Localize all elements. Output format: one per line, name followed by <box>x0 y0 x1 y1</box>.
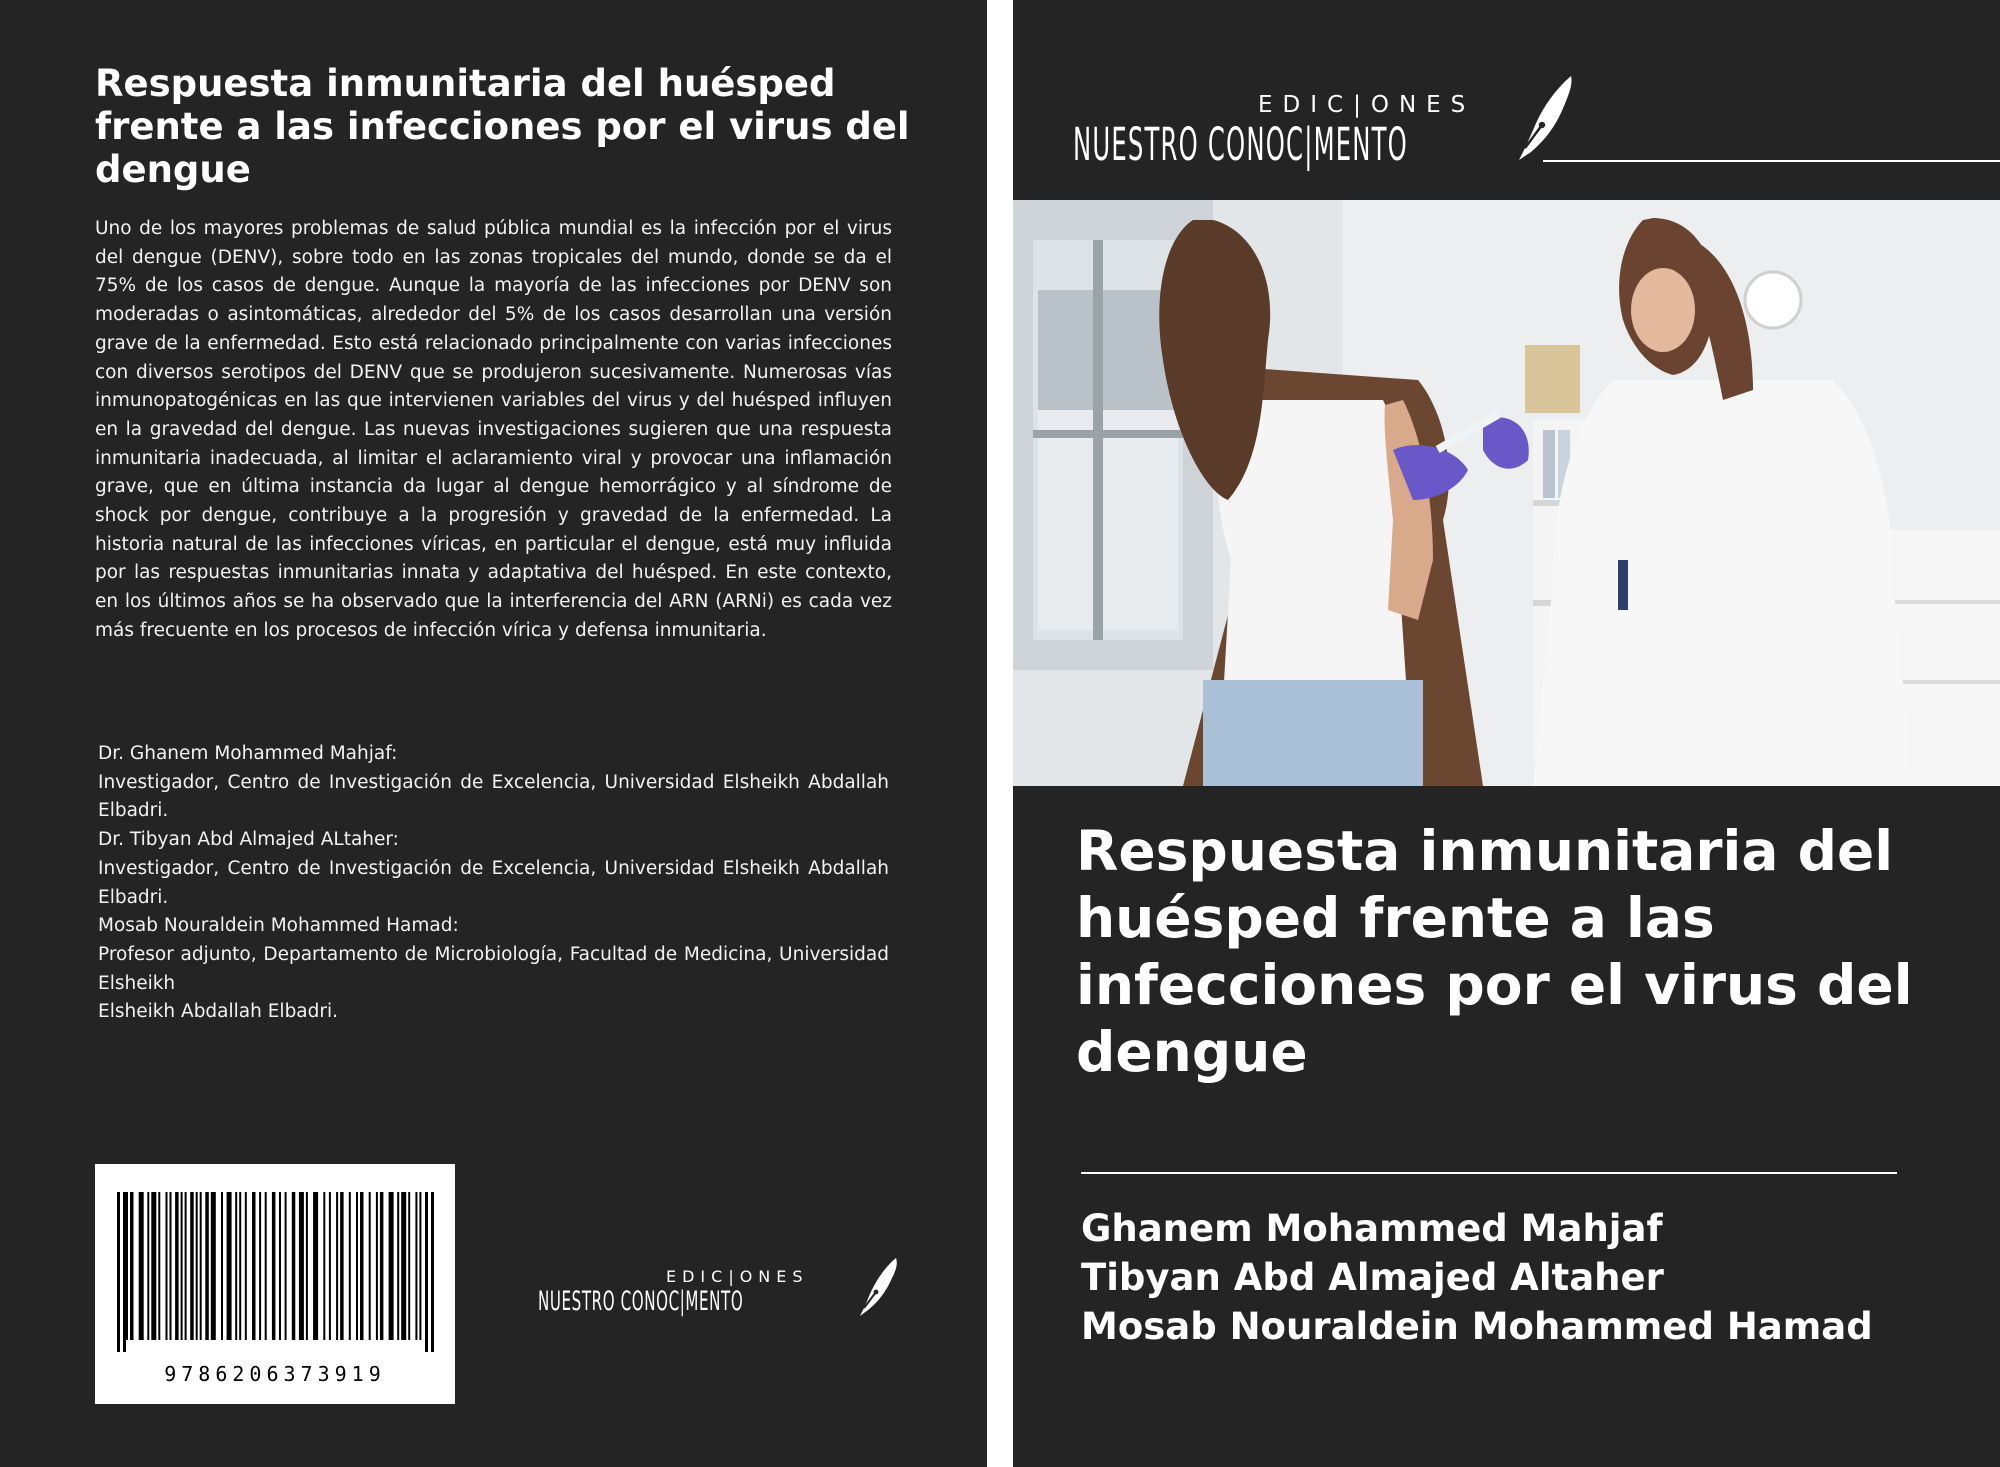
barcode-bar <box>130 1192 134 1340</box>
barcode-bar <box>235 1192 237 1340</box>
barcode-bar <box>245 1192 247 1340</box>
back-cover <box>0 0 987 1467</box>
front-cover-authors <box>1081 1204 1981 1351</box>
barcode-bar <box>360 1192 364 1340</box>
pen-nib-icon <box>856 1256 900 1318</box>
logo-rule <box>1543 160 2000 162</box>
barcode-bar <box>336 1192 338 1340</box>
publisher-logo-small <box>538 1256 908 1320</box>
barcode-bar <box>401 1192 406 1340</box>
barcode-bar <box>158 1192 160 1340</box>
barcode-bar <box>170 1192 172 1340</box>
cover-photo <box>1013 200 2000 786</box>
front-cover <box>1013 0 2000 1467</box>
barcode-guard-bar <box>425 1192 428 1352</box>
barcode-bar <box>139 1192 144 1340</box>
barcode-bar <box>181 1192 183 1340</box>
author-name: Tibyan Abd Almajed Altaher <box>1081 1256 1664 1299</box>
barcode-bar <box>369 1192 371 1340</box>
publisher-logo <box>1073 72 2000 172</box>
barcode-bar <box>175 1192 179 1340</box>
barcode-bar <box>265 1192 267 1340</box>
barcode-bar <box>205 1192 209 1340</box>
publisher-line1: EDIC|ONES <box>1258 92 1476 118</box>
barcode-bar <box>190 1192 194 1340</box>
barcode-bar <box>356 1192 358 1340</box>
barcode-bar <box>211 1192 216 1340</box>
publisher-line1: EDIC|ONES <box>666 1267 809 1286</box>
barcode-bar <box>185 1192 187 1340</box>
barcode-bar <box>419 1192 421 1340</box>
author-line: Dr. Ghanem Mohammed Mahjaf: <box>98 743 398 764</box>
author-line: Elsheikh Abdallah Elbadri. <box>98 1001 339 1023</box>
barcode-bar <box>272 1192 276 1340</box>
title-divider <box>1081 1172 1897 1174</box>
barcode-bar <box>349 1192 351 1340</box>
barcode-bar <box>389 1192 394 1340</box>
author-name: Ghanem Mohammed Mahjaf <box>1081 1207 1663 1250</box>
publisher-line2: NUESTRO CONOC|MENTO <box>538 1286 744 1317</box>
barcode-bar <box>200 1192 202 1340</box>
barcode-bar <box>151 1192 156 1340</box>
barcode-bar <box>166 1192 168 1340</box>
barcode-bar <box>299 1192 304 1340</box>
barcode-bar <box>380 1192 384 1340</box>
barcode-bar <box>313 1192 318 1340</box>
barcode-guard-bar <box>123 1192 126 1352</box>
author-line: Profesor adjunto, Departamento de Microbiología, Facultad de Medicina, Universidad Elsheikh <box>98 943 889 994</box>
barcode-bar <box>259 1192 261 1340</box>
author-line: Mosab Nouraldein Mohammed Hamad: <box>98 915 459 937</box>
author-line: Investigador, Centro de Investigación de Excelencia, Universidad Elsheikh Abdallah Elbadri. <box>98 771 889 822</box>
barcode-guard-bar <box>431 1192 434 1352</box>
barcode-bar <box>376 1192 378 1340</box>
author-line: Dr. Tibyan Abd Almajed ALtaher: <box>98 829 399 851</box>
barcode-bar <box>147 1192 149 1340</box>
barcode-bar <box>279 1192 281 1340</box>
back-cover-title: Respuesta inmunitaria del huésped frente a las infecciones por el virus del dengue <box>95 62 910 191</box>
publisher-line2: NUESTRO CONOC|MENTO <box>1073 118 1409 171</box>
back-cover-blurb: Uno de los mayores problemas de salud pública mundial es la infección por el virus del dengue (DENV), sobre todo en las zonas tropicales del mundo, donde se da el 75% de los casos de dengue. Aunque la mayoría de las infecciones por DENV son moderadas o asintomáticas, alrededor del 5% de los casos desarrollan una versión grave de la enfermedad. Esto está relacionado principalmente con varias infecciones con diversos serotipos del DENV que se produjeron sucesivamente. Numerosas vías inmunopatogénicas en las que intervienen variables del virus y del huésped influyen en la gravedad del dengue. Las nuevas investigaciones sugieren que una respuesta inmunitaria inadecuada, al limitar el aclaramiento viral y provocar una inflamación grave, que en última instancia da lugar al dengue hemorrágico y al síndrome de shock por dengue, contribuye a la progresión y gravedad de la enfermedad. La historia natural de las infecciones víricas, en particular el dengue, está muy influida por las respuestas inmunitarias innata y adaptativa del huésped. En este contexto, en los últimos años se ha observado que la interferencia del ARN (ARNi) es cada vez más frecuente en los procesos de infección vírica y defensa inmunitaria. <box>95 218 892 641</box>
barcode-bar <box>329 1192 331 1340</box>
barcode-bar <box>196 1192 198 1340</box>
barcode-bar <box>227 1192 232 1340</box>
barcode-bar <box>397 1192 399 1340</box>
barcode-bar <box>292 1192 296 1340</box>
barcode-bar <box>415 1192 417 1340</box>
barcode-bar <box>221 1192 223 1340</box>
barcode-bar <box>239 1192 241 1340</box>
front-cover-title: Respuesta inmunitaria del huésped frente a las infecciones por el virus del dengue <box>1076 819 1913 1084</box>
barcode <box>95 1164 455 1404</box>
barcode-bars <box>95 1164 455 1364</box>
barcode-guard-bar <box>117 1192 120 1352</box>
barcode-bar <box>252 1192 256 1340</box>
barcode-bar <box>285 1192 287 1340</box>
author-affiliations <box>98 740 889 1027</box>
barcode-bar <box>340 1192 344 1340</box>
barcode-bar <box>306 1192 308 1340</box>
pen-nib-icon <box>1513 72 1575 164</box>
barcode-bar <box>323 1192 325 1340</box>
barcode-bar <box>126 1192 128 1340</box>
isbn-number: 9786206373919 <box>164 1362 386 1386</box>
author-name: Mosab Nouraldein Mohammed Hamad <box>1081 1305 1873 1348</box>
barcode-bar <box>408 1192 410 1340</box>
author-line: Investigador, Centro de Investigación de Excelencia, Universidad Elsheikh Abdallah Elbadri. <box>98 857 889 908</box>
